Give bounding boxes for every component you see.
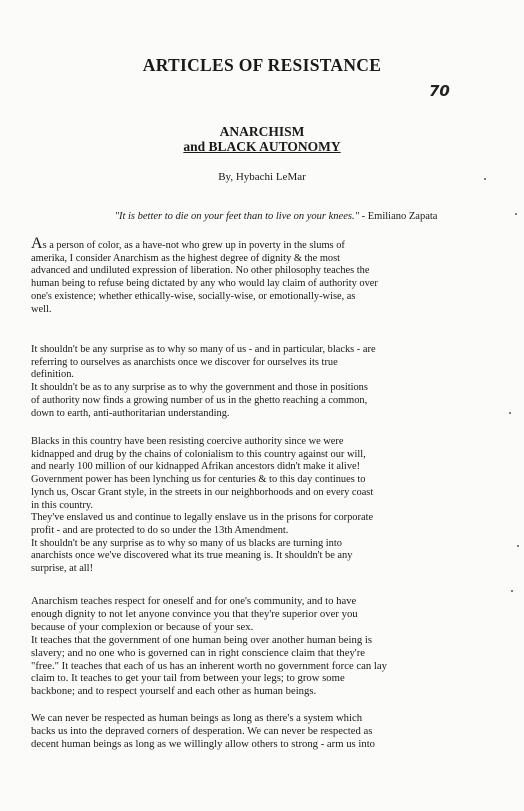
article-title-line1: ANARCHISM — [219, 124, 305, 139]
text-line: profit - and are protected to do so under the 13th Amendment. — [31, 524, 289, 536]
text-line: enough dignity to not let anyone convince you that they're superior over you — [31, 607, 358, 620]
text-line: surprise, at all! — [31, 563, 94, 575]
text-line: referring to ourselves as anarchists once we discover for ourselves its true — [31, 356, 338, 368]
text-line: well. — [31, 303, 52, 315]
paragraph-2 — [31, 344, 499, 420]
quote-attribution: - Emiliano Zapata — [359, 211, 438, 222]
text-line: of authority now finds a growing number of us in the ghetto reaching a common, — [31, 394, 368, 406]
text-line: It shouldn't be as to any surprise as to why the government and those in positions — [31, 382, 368, 394]
text-line: They've enslaved us and continue to legally enslave us in the prisons for corporate — [31, 512, 374, 524]
paragraph-5 — [31, 712, 499, 751]
text-line: human being to refuse being dictated by any who would lay claim of authority over — [31, 278, 378, 290]
handwritten-page-number: 70 — [429, 82, 450, 100]
text-line: backbone; and to respect yourself and each other as human beings. — [31, 685, 317, 698]
text-line: decent human beings as long as we willingly allow others to strong - arm us into — [31, 737, 376, 750]
scan-speck — [517, 545, 519, 547]
text-line: s a person of color, as a have-not who grew up in poverty in the slums of — [42, 240, 345, 251]
text-line: backs us into the depraved corners of desperation. We can never be respected as — [31, 724, 373, 737]
text-line: claim to. It teaches to get your tail from between your legs; to grow some — [31, 672, 345, 685]
text-line: slavery; and no one who is governed can in right conscience claim that they're — [31, 646, 366, 659]
text-line: Government power has been lynching us for centuries & to this day continues to — [31, 474, 366, 486]
article-title-line2: and BLACK AUTONOMY — [183, 139, 341, 154]
text-line: lynch us, Oscar Grant style, in the streets in our neighborhoods and on every coast — [31, 486, 374, 498]
text-line: in this country. — [31, 499, 93, 511]
text-line: because of your complexion or because of your sex. — [31, 620, 254, 633]
epigraph-quote — [66, 211, 486, 222]
text-line: definition. — [31, 369, 74, 381]
text-line: one's existence; whether ethically-wise, socially-wise, or emotionally-wise, as — [31, 290, 356, 302]
quote-text: "It is better to die on your feet than to live on your knees." — [114, 211, 359, 222]
paragraph-1 — [31, 235, 499, 316]
paragraph-4 — [31, 595, 499, 698]
text-line: amerika, I consider Anarchism as the highest degree of dignity & the most — [31, 252, 341, 264]
text-line: Blacks in this country have been resisting coercive authority since we were — [31, 436, 344, 447]
scan-speck — [484, 178, 486, 180]
scan-speck — [515, 213, 517, 215]
text-line: It teaches that the government of one human being over another human being is — [31, 633, 373, 646]
text-line: down to earth, anti-authoritarian understanding. — [31, 407, 230, 419]
scan-speck — [509, 412, 511, 414]
text-line: It shouldn't be any surprise as to why so many of us - and in particular, blacks - are — [31, 344, 376, 355]
text-line: and nearly 100 million of our kidnapped Afrikan ancestors didn't make it alive! — [31, 461, 361, 473]
paragraph-3 — [31, 436, 499, 576]
text-line: It shouldn't be any surprise as to why so many of us blacks are turning into — [31, 537, 342, 549]
text-line: "free." It teaches that each of us has an inherent worth no government force can lay — [31, 659, 387, 672]
text-line: We can never be respected as human beings as long as there's a system which — [31, 712, 363, 724]
byline: By, Hybachi LeMar — [218, 171, 306, 183]
publication-title: ARTICLES OF RESISTANCE — [142, 55, 382, 75]
scan-speck — [511, 590, 513, 592]
text-line: anarchists once we've discovered what its true meaning is. It shouldn't be any — [31, 550, 353, 562]
text-line: advanced and undiluted expression of liberation. No other philosophy teaches the — [31, 265, 370, 277]
text-line: Anarchism teaches respect for oneself and for one's community, and to have — [31, 595, 357, 607]
text-line: kidnapped and drug by the chains of colonialism to this country against our will, — [31, 448, 366, 460]
drop-cap: A — [31, 235, 43, 252]
